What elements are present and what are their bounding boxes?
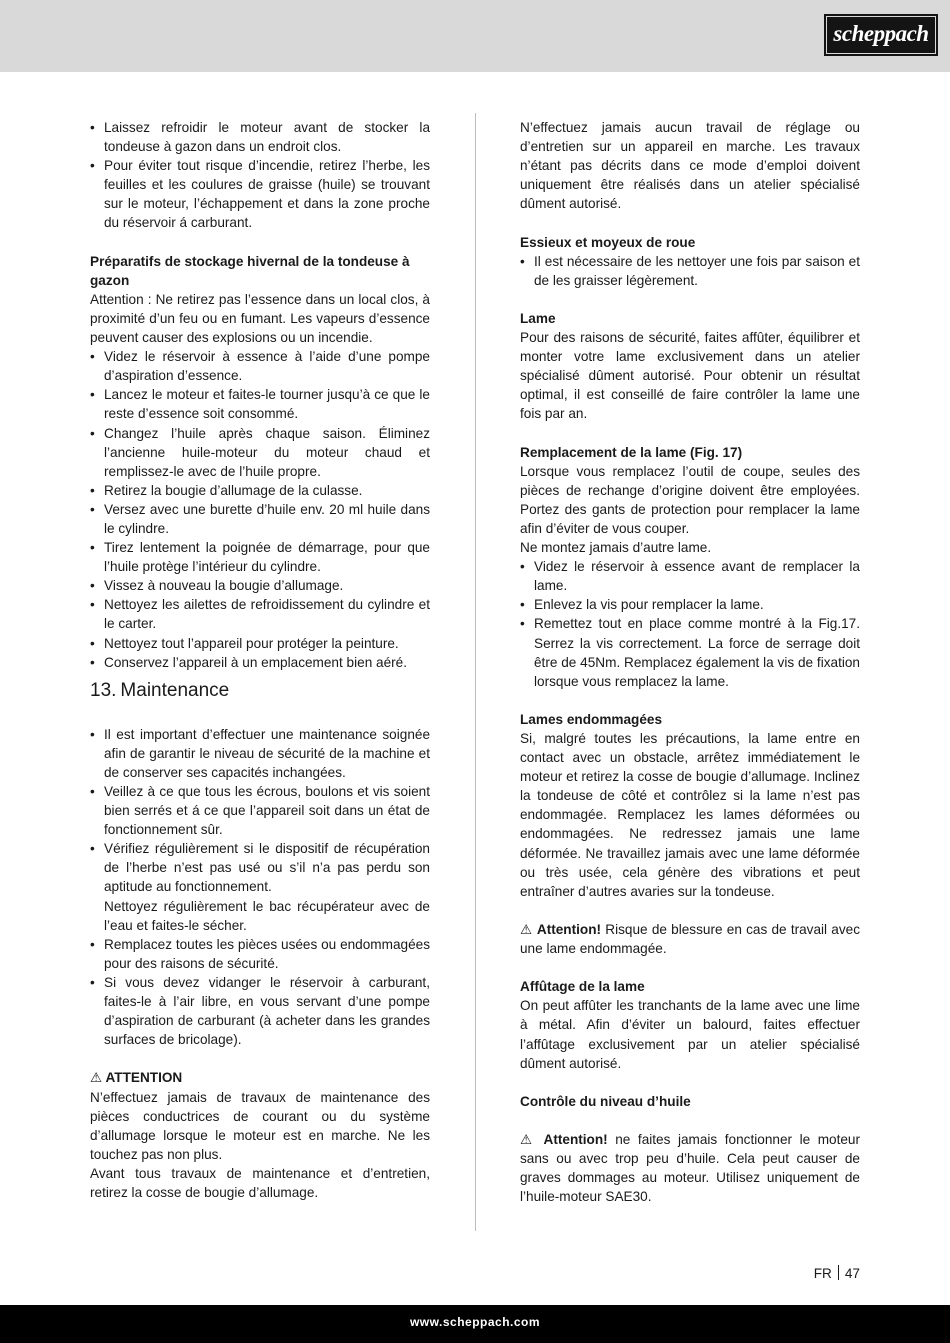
list-item: • Nettoyez tout l’appareil pour protéger la peinture. (90, 634, 430, 653)
list-item: • Veillez à ce que tous les écrous, boulons et vis soient bien serrés et á ce que l’appareil soit dans un état de fonctionnement sûr. (90, 782, 430, 839)
list-item: • Enlevez la vis pour remplacer la lame. (520, 595, 860, 614)
blade-paragraph: Pour des raisons de sécurité, faites affûter, équilibrer et monter votre lame exclusivement dans un atelier spécialisé dûment autorisé. Pour obtenir un résultat optimal, il est conseillé de faire contrôler la lame une fois par an. (520, 330, 860, 422)
attention-heading (90, 1068, 430, 1087)
warning-text: Risque de blessure en cas de travail avec une lame endommagée. (520, 921, 861, 957)
list-item: • Versez avec une burette d’huile env. 20 ml huile dans le cylindre. (90, 500, 430, 538)
list-item: • Il est important d’effectuer une maintenance soignée afin de garantir le niveau de sécurité de la machine et de conserver ses capacités inchangées. (90, 725, 430, 782)
list-item: • Laissez refroidir le moteur avant de stocker la tondeuse à gazon dans un endroit clos. (90, 118, 430, 156)
warning-paragraph (520, 920, 860, 958)
list-item: • Videz le réservoir à essence avant de remplacer la lame. (520, 557, 860, 595)
list-item: • Retirez la bougie d’allumage de la culasse. (90, 481, 430, 500)
warning-icon: ⚠ (520, 921, 533, 937)
section-number: 13. (90, 679, 117, 701)
axles-list (520, 252, 860, 290)
attention-paragraph: Avant tous travaux de maintenance et d’entretien, retirez la cosse de bougie d’allumage. (90, 1165, 430, 1200)
attention-paragraph: N’effectuez jamais de travaux de maintenance des pièces conductrices de courant ou du système d’allumage lorsque le moteur est en marche. Ne les touchez pas non plus. (90, 1089, 430, 1162)
list-item: • Il est nécessaire de les nettoyer une fois par saison et de les graisser légèrement. (520, 252, 860, 290)
blade-replacement-heading: Remplacement de la lame (Fig. 17) (520, 444, 743, 460)
oil-level-heading: Contrôle du niveau d’huile (520, 1093, 691, 1109)
warning-paragraph (520, 1130, 860, 1206)
page-number-value: 47 (844, 1266, 860, 1281)
separator (838, 1265, 839, 1280)
list-item: • Nettoyez les ailettes de refroidissement du cylindre et le carter. (90, 595, 430, 633)
blade-replacement-note: Ne montez jamais d’autre lame. (520, 540, 712, 556)
column-divider (475, 113, 476, 1231)
list-item: • Remplacez toutes les pièces usées ou endommagées pour des raisons de sécurité. (90, 935, 430, 973)
list-item: • Vissez à nouveau la bougie d’allumage. (90, 576, 430, 595)
intro-paragraph: N’effectuez jamais aucun travail de réglage ou d’entretien sur un appareil en marche. Les travaux n’étant pas décrits dans ce mode d’emploi doivent uniquement être réalisés dans un atelier spécialisé dûment autorisé. (520, 120, 860, 212)
warning-label: Attention! (536, 921, 602, 937)
list-item: • Videz le réservoir à essence à l’aide d’une pompe d’aspiration d’essence. (90, 347, 430, 385)
list-item (90, 839, 430, 934)
winter-storage-heading: Préparatifs de stockage hivernal de la tondeuse à gazon (90, 253, 410, 288)
sharpening-paragraph: On peut affûter les tranchants de la lame avec une lime à métal. Afin d’éviter un balourd, faites effectuer l’affûtage exclusivement par un atelier spécialisé dûment autorisé. (520, 998, 860, 1071)
blade-replacement-paragraph: Lorsque vous remplacez l’outil de coupe, seules des pièces de rechange d’origine doivent être employées. Portez des gants de protection pour remplacer la lame afin d’éviter de vous couper. (520, 463, 860, 536)
website-url: www.scheppach.com (409, 1315, 541, 1329)
list-item-text: Vérifiez régulièrement si le dispositif de récupération de l’herbe n’est pas usé ou s’il n’a pas perdu son aptitude au fonctionnement. (104, 841, 430, 895)
list-item: • Si vous devez vidanger le réservoir à carburant, faites-le à l’air libre, en vous servant d’une pompe d’aspiration de carburant (à acheter dans les grandes surfaces de bricolage). (90, 973, 430, 1049)
winter-storage-intro: Attention : Ne retirez pas l’essence dans un local clos, à proximité d’un feu ou en fumant. Les vapeurs d’essence peuvent causer des explosions ou un incendie. (90, 291, 430, 346)
right-column (520, 118, 860, 1206)
section-heading (90, 679, 430, 703)
warning-text: ne faites jamais fonctionner le moteur sans ou avec trop peu d’huile. Cela peut causer de graves dommages au moteur. Utilisez uniquement de l’huile-moteur SAE30. (520, 1131, 861, 1205)
list-item: • Lancez le moteur et faites-le tourner jusqu’à ce que le reste d’essence soit consommé. (90, 385, 430, 423)
header-bar (0, 0, 950, 72)
warning-icon: ⚠ (520, 1131, 536, 1147)
winter-storage-list (90, 347, 430, 672)
axles-heading: Essieux et moyeux de roue (520, 234, 696, 250)
warning-icon: ⚠ (90, 1070, 103, 1086)
damaged-blades-paragraph: Si, malgré toutes les précautions, la lame entre en contact avec un obstacle, arrêtez immédiatement le moteur et retirez la cosse de bougie d’allumage. Inclinez la tondeuse de côté et contrôlez si la lame n’est pas endommagée. Remplacez les lames déformées ou endommagées. Ne redressez jamais une lame déformée. Ne travaillez jamais avec une lame déformée ou très usée, cela génère des vibrations et peut entraîner d’autres avaries sur la tondeuse. (520, 731, 860, 899)
maintenance-list (90, 725, 430, 1050)
warning-label: Attention! (543, 1131, 608, 1147)
section-title: Maintenance (120, 679, 230, 701)
list-item-continuation: Nettoyez régulièrement le bac récupérateur avec de l’eau et faites-le sécher. (104, 898, 430, 933)
list-item: • Remettez tout en place comme montré à la Fig.17. Serrez la vis correctement. La force de serrage doit être de 45Nm. Remplacez également la vis de fixation lorsque vous remplacez la lame. (520, 614, 860, 690)
sharpening-heading: Affûtage de la lame (520, 979, 645, 995)
language-code: FR (813, 1266, 832, 1281)
attention-label: ATTENTION (105, 1070, 183, 1086)
page-number (814, 1264, 860, 1283)
list-item: • Conservez l’appareil à un emplacement bien aéré. (90, 653, 430, 672)
damaged-blades-heading: Lames endommagées (520, 711, 663, 727)
blade-heading: Lame (520, 310, 556, 326)
left-column (90, 118, 430, 1202)
brand-logo: scheppach (824, 14, 938, 56)
footer-bar (0, 1305, 950, 1343)
list-item: • Changez l’huile après chaque saison. Éliminez l’ancienne huile-moteur du moteur chaud et remplissez-le avec de l’huile propre. (90, 424, 430, 481)
storage-bullet-list (90, 118, 430, 233)
list-item: • Pour éviter tout risque d’incendie, retirez l’herbe, les feuilles et les coulures de graisse (huile) se trouvant sur le moteur, l’échappement et dans la zone proche du réservoir á carburant. (90, 156, 430, 232)
blade-replacement-list (520, 557, 860, 691)
list-item: • Tirez lentement la poignée de démarrage, pour que l’huile protège l’intérieur du cylindre. (90, 538, 430, 576)
